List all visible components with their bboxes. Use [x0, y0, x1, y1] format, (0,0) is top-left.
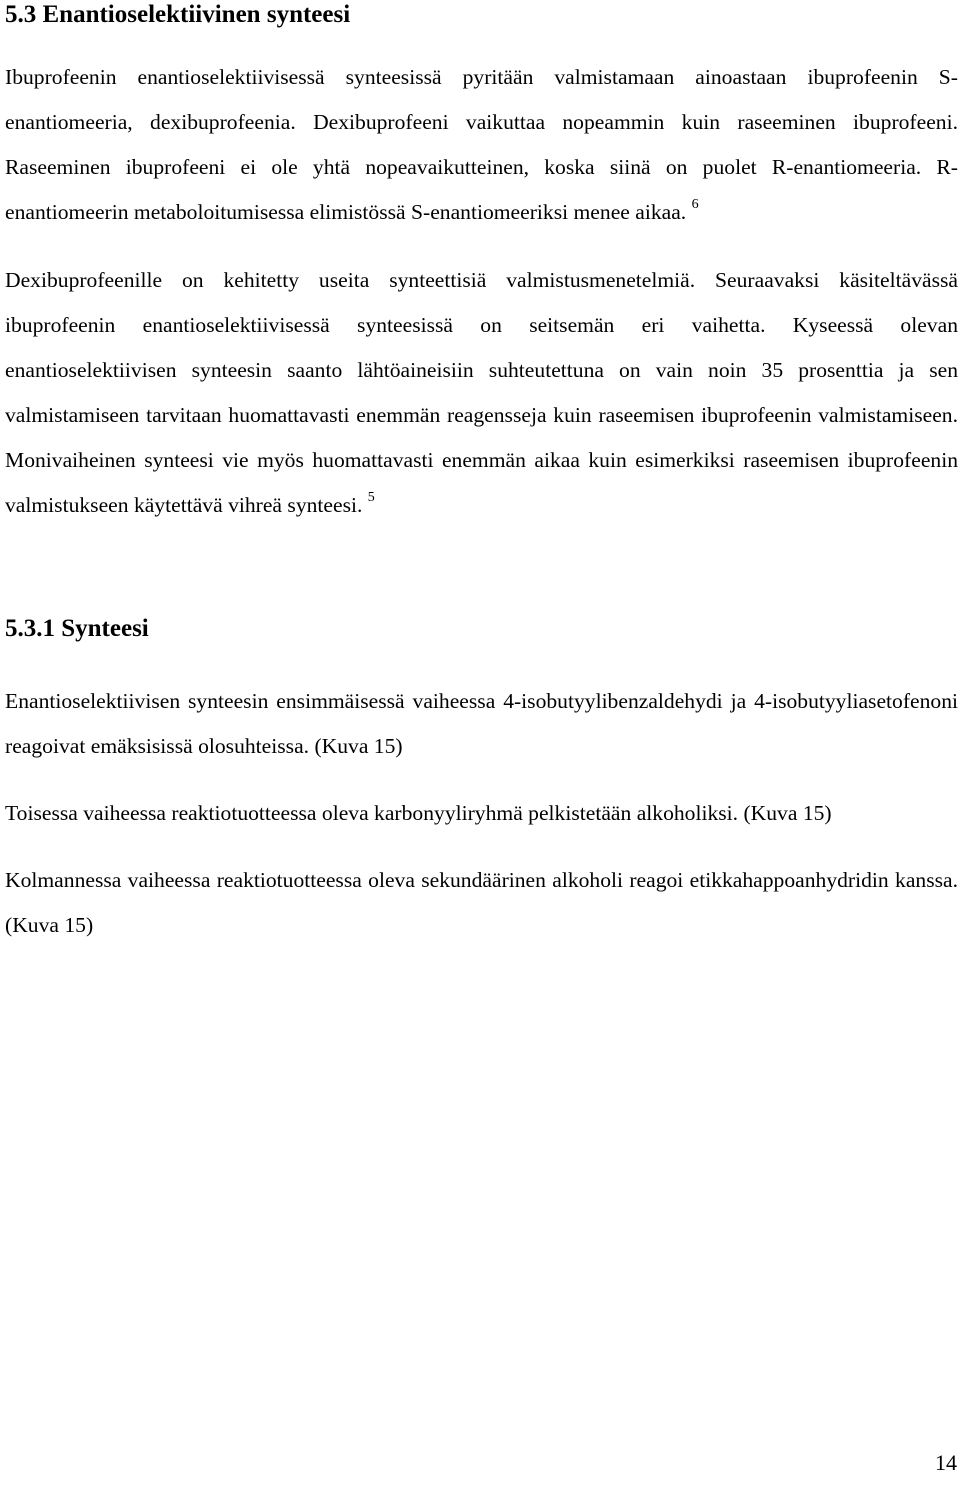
- page-number: 14: [935, 1450, 957, 1475]
- subsection-heading: 5.3.1 Synteesi: [5, 615, 149, 642]
- reference-marker: 5: [367, 489, 375, 505]
- subsection-paragraph-1: Enantioselektiivisen synteesin ensimmäisessä vaiheessa 4-isobutyylibenzaldehydi ja 4-isobutyyliasetofenoni reagoivat emäksisissä olosuhteissa. (Kuva 15): [5, 689, 958, 758]
- subsection-paragraph-3: Kolmannessa vaiheessa reaktiotuotteessa oleva sekundäärinen alkoholi reagoi etikkahappoanhydridin kanssa. (Kuva 15): [5, 868, 958, 937]
- paragraph-gap: [5, 235, 958, 258]
- paragraph-gap: [5, 769, 958, 791]
- section-paragraph-1-text: Ibuprofeenin enantioselektiivisessä synteesissä pyritään valmistamaan ainoastaan ibuprofeenin S-enantiomeeria, dexibuprofeenia. Dexibuprofeeni vaikuttaa nopeammin kuin raseeminen ibuprofeeni. Raseeminen ibuprofeeni ei ole yhtä nopeavaikutteinen, koska siinä on puolet R-enantiomeeria. R-enantiomeerin metaboloitumisessa elimistössä S-enantiomeeriksi menee aikaa.: [5, 65, 958, 224]
- section-heading: 5.3 Enantioselektiivinen synteesi: [5, 1, 351, 28]
- section-paragraph-2-text: Dexibuprofeenille on kehitetty useita synteettisiä valmistusmenetelmiä. Seuraavaksi käsiteltävässä ibuprofeenin enantioselektiivisessä synteesissä on seitsemän eri vaihetta. Kyseessä olevan enantioselektiivisen synteesin saanto lähtöaineisiin suhteutettuna on vain noin 35 prosenttia ja sen valmistamiseen tarvitaan huomattavasti enemmän reagensseja kuin raseemisen ibuprofeenin valmistamiseen. Monivaiheinen synteesi vie myös huomattavasti enemmän aikaa kuin esimerkiksi raseemisen ibuprofeenin valmistukseen käytettävä vihreä synteesi.: [5, 268, 958, 517]
- reference-marker: 6: [691, 196, 699, 212]
- section-gap: [5, 528, 958, 615]
- section-paragraph-1: [5, 55, 958, 235]
- section-paragraph-2: [5, 258, 958, 528]
- page-content: [5, 0, 958, 948]
- subsection-paragraph-2: Toisessa vaiheessa reaktiotuotteessa oleva karbonyyliryhmä pelkistetään alkoholiksi. (Kuva 15): [5, 801, 832, 825]
- paragraph-gap: [5, 836, 958, 858]
